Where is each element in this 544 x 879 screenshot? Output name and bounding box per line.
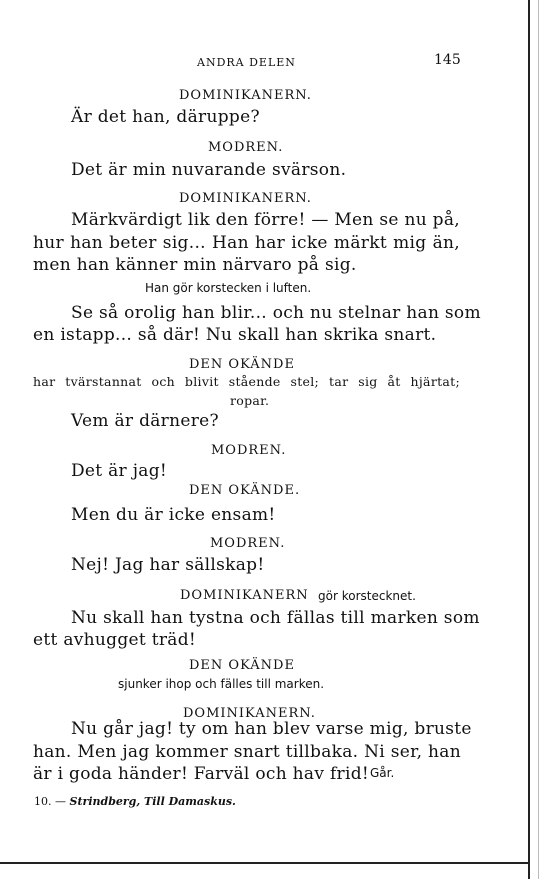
dialogue-line: Är det han, däruppe? [71,107,260,127]
dialogue-line: en istapp... så där! Nu skall han skrika snart. [33,325,437,345]
dialogue-line: hur han beter sig... Han har icke märkt mig än, [33,233,460,253]
stage-direction: sjunker ihop och fälles till marken. [118,677,325,691]
stage-direction: Han gör korstecken i luften. [145,281,312,295]
speaker-den-okande: DEN OKÄNDE [189,658,295,673]
speaker-modren: MODREN. [210,536,286,551]
dialogue-line: Nu går jag! ty om han blev varse mig, bruste [71,719,472,739]
footer-signature-mark: 10. — [34,795,66,808]
stage-direction: ropar. [230,393,270,408]
footer-title: Strindberg, Till Damaskus. [69,795,236,808]
speaker-dominikanern: DOMINIKANERN. [179,191,312,206]
page-edge-bottom [0,862,530,864]
page-edge-right-shadow [538,0,539,879]
dialogue-line: Nu skall han tystna och fällas till marken som [71,608,480,628]
dialogue-line: Märkvärdigt lik den förre! — Men se nu på, [71,210,460,230]
dialogue-line: Vem är därnere? [71,411,219,431]
speaker-dominikanern: DOMINIKANERN. [179,88,312,103]
page-number: 145 [434,52,461,68]
dialogue-line: Se så orolig han blir... och nu stelnar han som [71,303,481,323]
dialogue-line: Nej! Jag har sällskap! [71,555,265,575]
dialogue-line: Det är jag! [71,461,168,481]
dialogue-line: ett avhugget träd! [33,630,197,650]
page-edge-right [528,0,530,879]
dialogue-line: han. Men jag kommer snart tillbaka. Ni ser, han [33,742,461,762]
speaker-dominikanern: DOMINIKANERN [180,588,309,603]
dialogue-line: men han känner min närvaro på sig. [33,255,357,275]
dialogue-line: Det är min nuvarande svärson. [71,160,347,180]
dialogue-line: är i goda händer! Farväl och hav frid! [33,764,370,784]
speaker-modren: MODREN. [208,140,284,155]
dialogue-line: Men du är icke ensam! [71,505,276,525]
speaker-den-okande: DEN OKÄNDE. [189,483,301,498]
running-title: ANDRA DELEN [197,56,296,69]
speaker-modren: MODREN. [211,443,287,458]
footer-signature [34,796,236,807]
stage-direction: har tvärstannat och blivit stående stel; tar sig åt hjärtat; [33,374,460,389]
stage-direction: Går. [370,766,395,780]
stage-direction: gör korstecknet. [318,589,416,603]
speaker-den-okande: DEN OKÄNDE [189,357,295,372]
speaker-dominikanern: DOMINIKANERN. [183,706,316,721]
